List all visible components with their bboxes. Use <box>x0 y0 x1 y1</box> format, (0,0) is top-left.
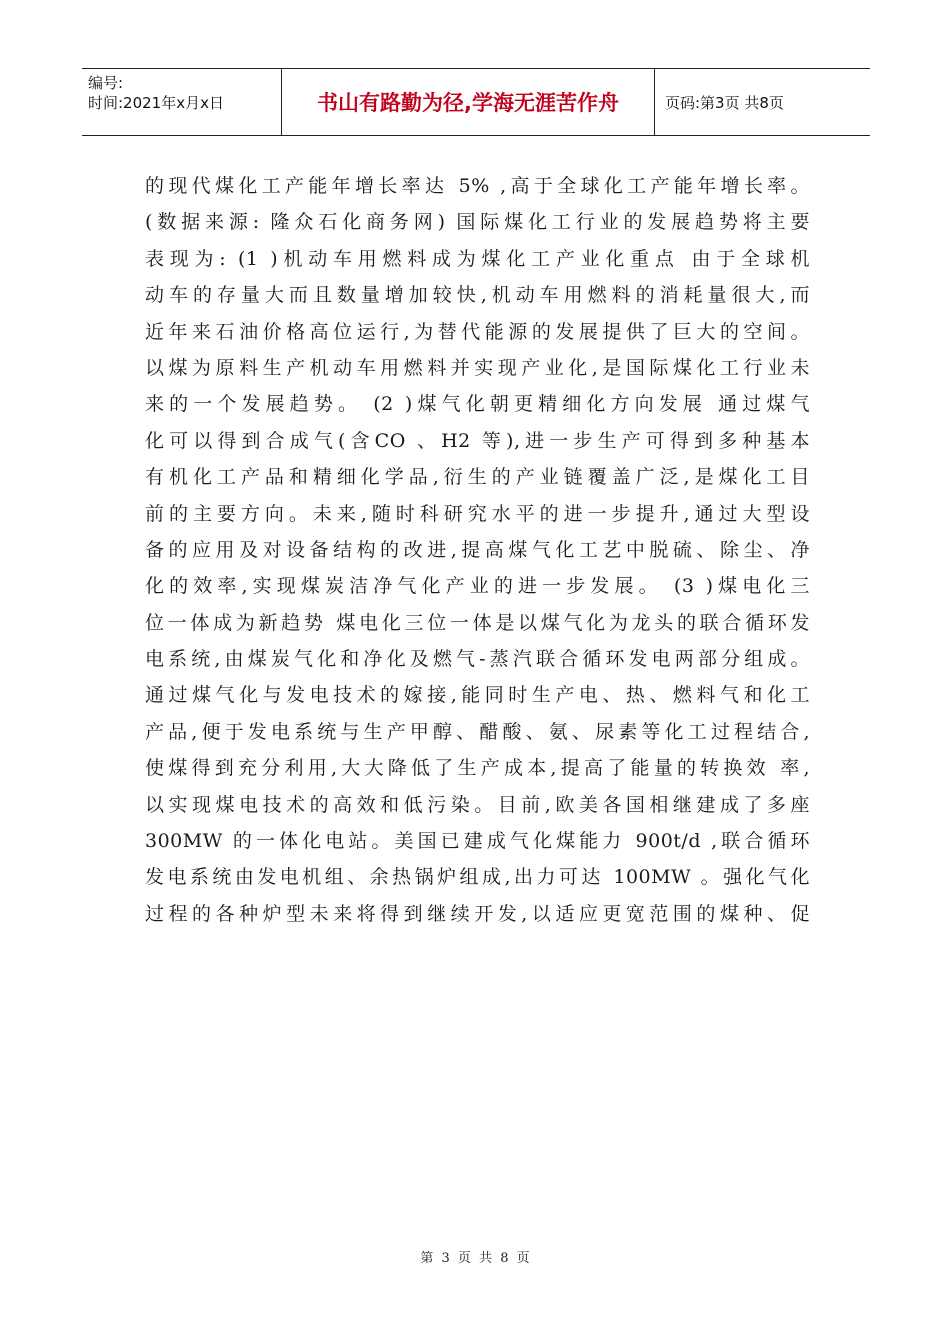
text-line: 化的效率,实现煤炭洁净气化产业的进一步发展。 (3 )煤电化三 <box>145 575 810 598</box>
header-page-number: 页码:第3页 共8页 <box>665 93 784 112</box>
text-line: 备的应用及对设备结构的改进,提高煤气化工艺中脱硫、除尘、净 <box>145 538 810 561</box>
text-line: 以实现煤电技术的高效和低污染。目前,欧美各国相继建成了多座 <box>145 793 810 816</box>
text-line: 过程的各种炉型未来将得到继续开发,以适应更宽范围的煤种、促 <box>145 902 810 925</box>
text-line: 发电系统由发电机组、余热锅炉组成,出力可达 100MW 。强化气化 <box>145 866 810 889</box>
document-date-label: 时间:2021年x月x日 <box>88 94 224 112</box>
body-text <box>145 168 810 932</box>
page-header <box>82 68 870 136</box>
text-line: 以煤为原料生产机动车用燃料并实现产业化,是国际煤化工行业未 <box>145 356 810 379</box>
text-line: 前的主要方向。未来,随时科研究水平的进一步提升,通过大型设 <box>145 502 810 525</box>
text-line: 的现代煤化工产能年增长率达 5% ,高于全球化工产能年增长率。 <box>145 175 810 197</box>
text-line: 电系统,由煤炭气化和净化及燃气-蒸汽联合循环发电两部分组成。 <box>145 648 810 671</box>
text-line: 位一体成为新趋势 煤电化三位一体是以煤气化为龙头的联合循环发 <box>145 611 810 634</box>
text-line: 化可以得到合成气(含CO 、H2 等),进一步生产可得到多种基本 <box>145 429 810 452</box>
header-motto: 书山有路勤为径,学海无涯苦作舟 <box>282 69 655 135</box>
page-footer: 第 3 页 共 8 页 <box>420 1251 530 1266</box>
text-line: (数据来源: 隆众石化商务网) 国际煤化工行业的发展趋势将主要 <box>145 211 810 234</box>
text-line: 表现为: (1 )机动车用燃料成为煤化工产业化重点 由于全球机 <box>145 247 810 270</box>
text-line: 300MW 的一体化电站。美国已建成气化煤能力 900t/d ,联合循环 <box>145 830 810 853</box>
text-line: 通过煤气化与发电技术的嫁接,能同时生产电、热、燃料气和化工 <box>145 684 810 707</box>
text-line: 来的一个发展趋势。 (2 )煤气化朝更精细化方向发展 通过煤气 <box>145 393 810 416</box>
text-line: 产品,便于发电系统与生产甲醇、醋酸、氨、尿素等化工过程结合, <box>145 720 810 743</box>
text-line: 有机化工产品和精细化学品,衍生的产业链覆盖广泛,是煤化工目 <box>145 466 810 489</box>
header-meta <box>82 69 282 135</box>
text-line: 近年来石油价格高位运行,为替代能源的发展提供了巨大的空间。 <box>145 320 810 343</box>
text-line: 使煤得到充分利用,大大降低了生产成本,提高了能量的转换效 率, <box>145 757 810 780</box>
text-line: 动车的存量大而且数量增加较快,机动车用燃料的消耗量很大,而 <box>145 284 810 307</box>
document-number-label: 编号: <box>88 74 124 92</box>
